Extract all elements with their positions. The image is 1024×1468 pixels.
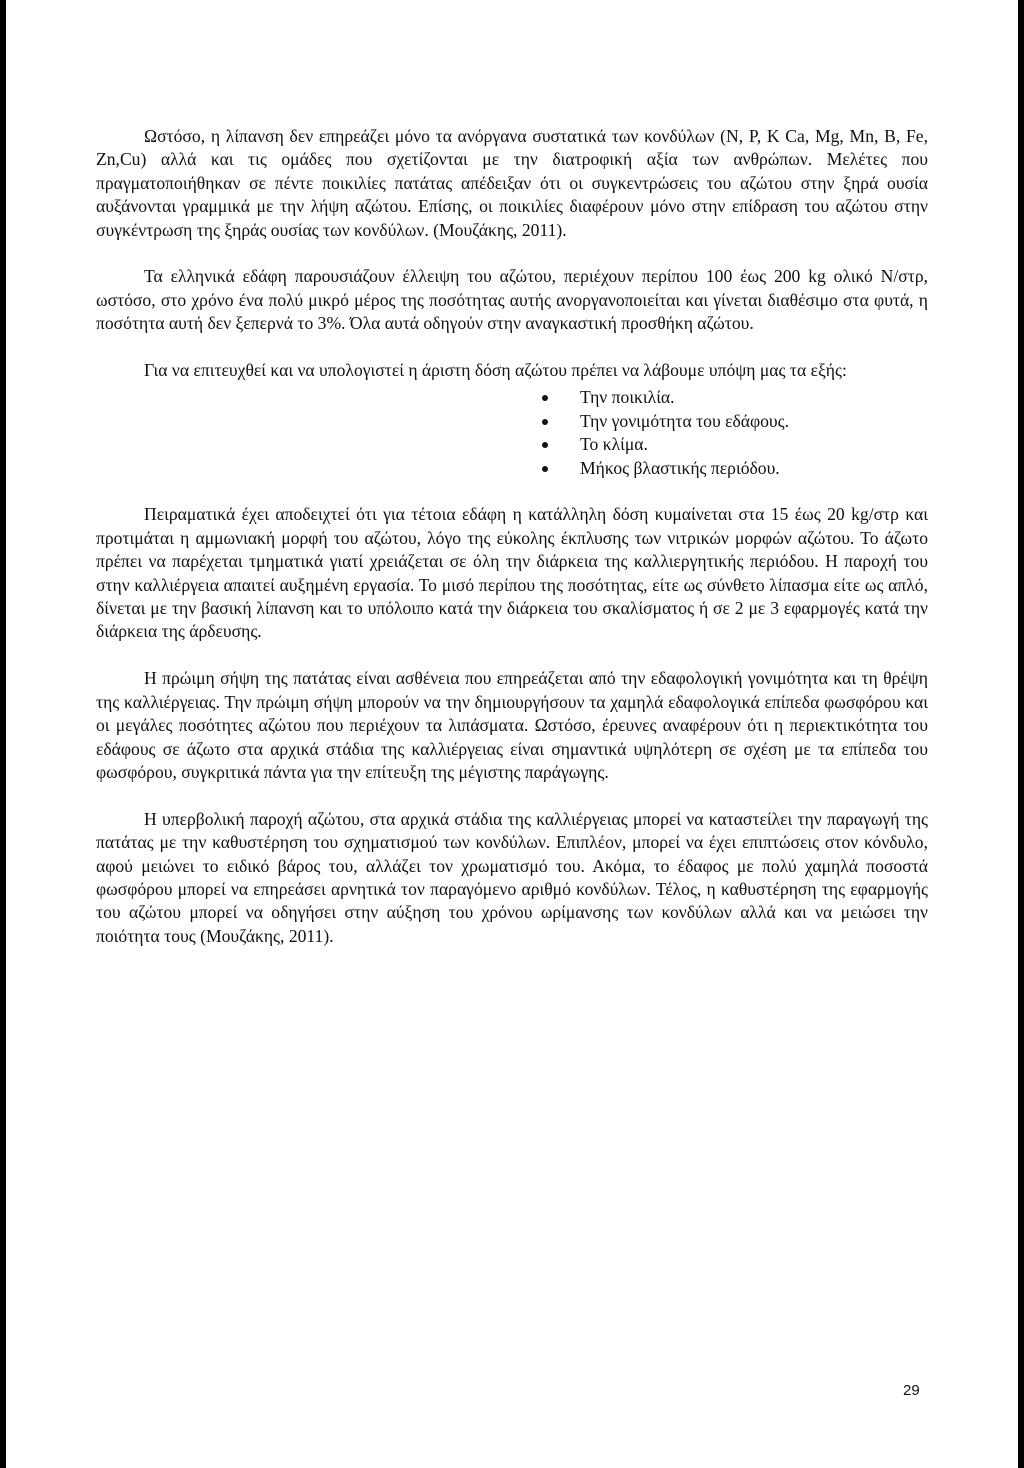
- paragraph-greek-soils: Τα ελληνικά εδάφη παρουσιάζουν έλλειψη του αζώτου, περιέχουν περίπου 100 έως 200 kg ολικό N/στρ, ωστόσο, στο χρόνο ένα πολύ μικρό μέρος της ποσότητας αυτής ανοργανοποιείται και γίνεται διαθέσιμο στα φυτά, η ποσότητα αυτή δεν ξεπερνά το 3%. Όλα αυτά οδηγούν στην αναγκαστική προσθήκη αζώτου.: [96, 266, 928, 334]
- bullet-icon: [542, 395, 548, 401]
- list-item: [542, 457, 928, 480]
- paragraph-gap: [96, 480, 928, 503]
- list-item-label: Μήκος βλαστικής περιόδου.: [580, 457, 780, 478]
- paragraph-fertilization-effects: Ωστόσο, η λίπανση δεν επηρεάζει μόνο τα ανόργανα συστατικά των κονδύλων (N, P, K Ca, Mg, Mn, B, Fe, Zn,Cu) αλλά και τις ομάδες που σχετίζονται με την διατροφική αξία των ανθρώπων. Μελέτες που πραγματοποιήθηκαν σε πέντε ποικιλίες πατάτας απέδειξαν ότι οι συγκεντρώσεις του αζώτου στην ξηρά ουσία αυξάνονται γραμμικά με την λήψη αζώτου. Επίσης, οι ποικιλίες διαφέρουν μόνο στην επίδραση του αζώτου στην συγκέντρωση της ξηράς ουσίας των κονδύλων. (Μουζάκης, 2011).: [96, 126, 928, 240]
- bullet-icon: [542, 419, 548, 425]
- list-item-label: Το κλίμα.: [580, 434, 648, 455]
- page-body: [96, 125, 928, 948]
- bullet-icon: [542, 466, 548, 472]
- page-number: 29: [903, 1382, 920, 1399]
- list-item: [542, 433, 928, 456]
- list-item-label: Την ποικιλία.: [580, 387, 675, 408]
- list-item: [542, 386, 928, 409]
- paragraph-excess-nitrogen: Η υπερβολική παροχή αζώτου, στα αρχικά στάδια της καλλιέργειας μπορεί να καταστείλει την παραγωγή της πατάτας με την καθυστέρηση του σχηματισμού των κονδύλων. Επιπλέον, μπορεί να έχει επιπτώσεις στον κόνδυλο, αφού μειώνει το ειδικό βάρος του, αλλάζει τον χρωματισμό του. Ακόμα, το έδαφος με πολύ χαμηλά ποσοστά φωσφόρου μπορεί να επηρεάσει αρνητικά τον παραγόμενο αριθμό κονδύλων. Τέλος, η καθυστέρηση της εφαρμογής του αζώτου μπορεί να οδηγήσει στην αύξηση του χρόνου ωρίμανσης των κονδύλων αλλά και να μειώσει την ποιότητα τους (Μουζάκης, 2011).: [96, 808, 928, 946]
- list-item: [542, 410, 928, 433]
- list-item-label: Την γονιμότητα του εδάφους.: [580, 410, 789, 431]
- document-page: [6, 0, 1018, 1468]
- bullet-icon: [542, 442, 548, 448]
- factors-list: [96, 386, 928, 480]
- paragraph-gap: [96, 242, 928, 265]
- paragraph-gap: [96, 336, 928, 359]
- paragraph-early-blight: Η πρώιμη σήψη της πατάτας είναι ασθένεια που επηρεάζεται από την εδαφολογική γονιμότητα και τη θρέψη της καλλιέργειας. Την πρώιμη σήψη μπορούν να την δημιουργήσουν τα χαμηλά εδαφολογικά επίπεδα φωσφόρου και οι μεγάλες ποσότητες αζώτου που περιέχουν τα λιπάσματα. Ωστόσο, έρευνες αναφέρουν ότι η περιεκτικότητα του εδάφους σε άζωτο στα αρχικά στάδια της καλλιέργειας είναι σημαντικά υψηλότερη σε σχέση με τα επίπεδα του φωσφόρου, συγκριτικά πάντα για την επίτευξη της μέγιστης παράγωγης.: [96, 668, 928, 782]
- paragraph-gap: [96, 644, 928, 667]
- paragraph-experimental-dose: Πειραματικά έχει αποδειχτεί ότι για τέτοια εδάφη η κατάλληλη δόση κυμαίνεται στα 15 έως 20 kg/στρ και προτιμάται η αμμωνιακή μορφή του αζώτου, λόγο της εύκολης έκπλυσης των νιτρικών μορφών αζώτου. Το άζωτο πρέπει να παρέχεται τμηματικά γιατί χρειάζεται σε όλη την διάρκεια της καλλιεργητικής περιόδου. Η παροχή του στην καλλιέργεια απαιτεί αυξημένη εργασία. Το μισό περίπου της ποσότητας, είτε ως σύνθετο λίπασμα είτε ως απλό, δίνεται με την βασική λίπανση και το υπόλοιπο κατά την διάρκεια του σκαλίσματος ή σε 2 με 3 εφαρμογές κατά την διάρκεια της άρδευσης.: [96, 504, 928, 642]
- paragraph-optimal-dose-intro: Για να επιτευχθεί και να υπολογιστεί η άριστη δόση αζώτου πρέπει να λάβουμε υπόψη μας τα εξής:: [144, 360, 847, 381]
- paragraph-gap: [96, 784, 928, 807]
